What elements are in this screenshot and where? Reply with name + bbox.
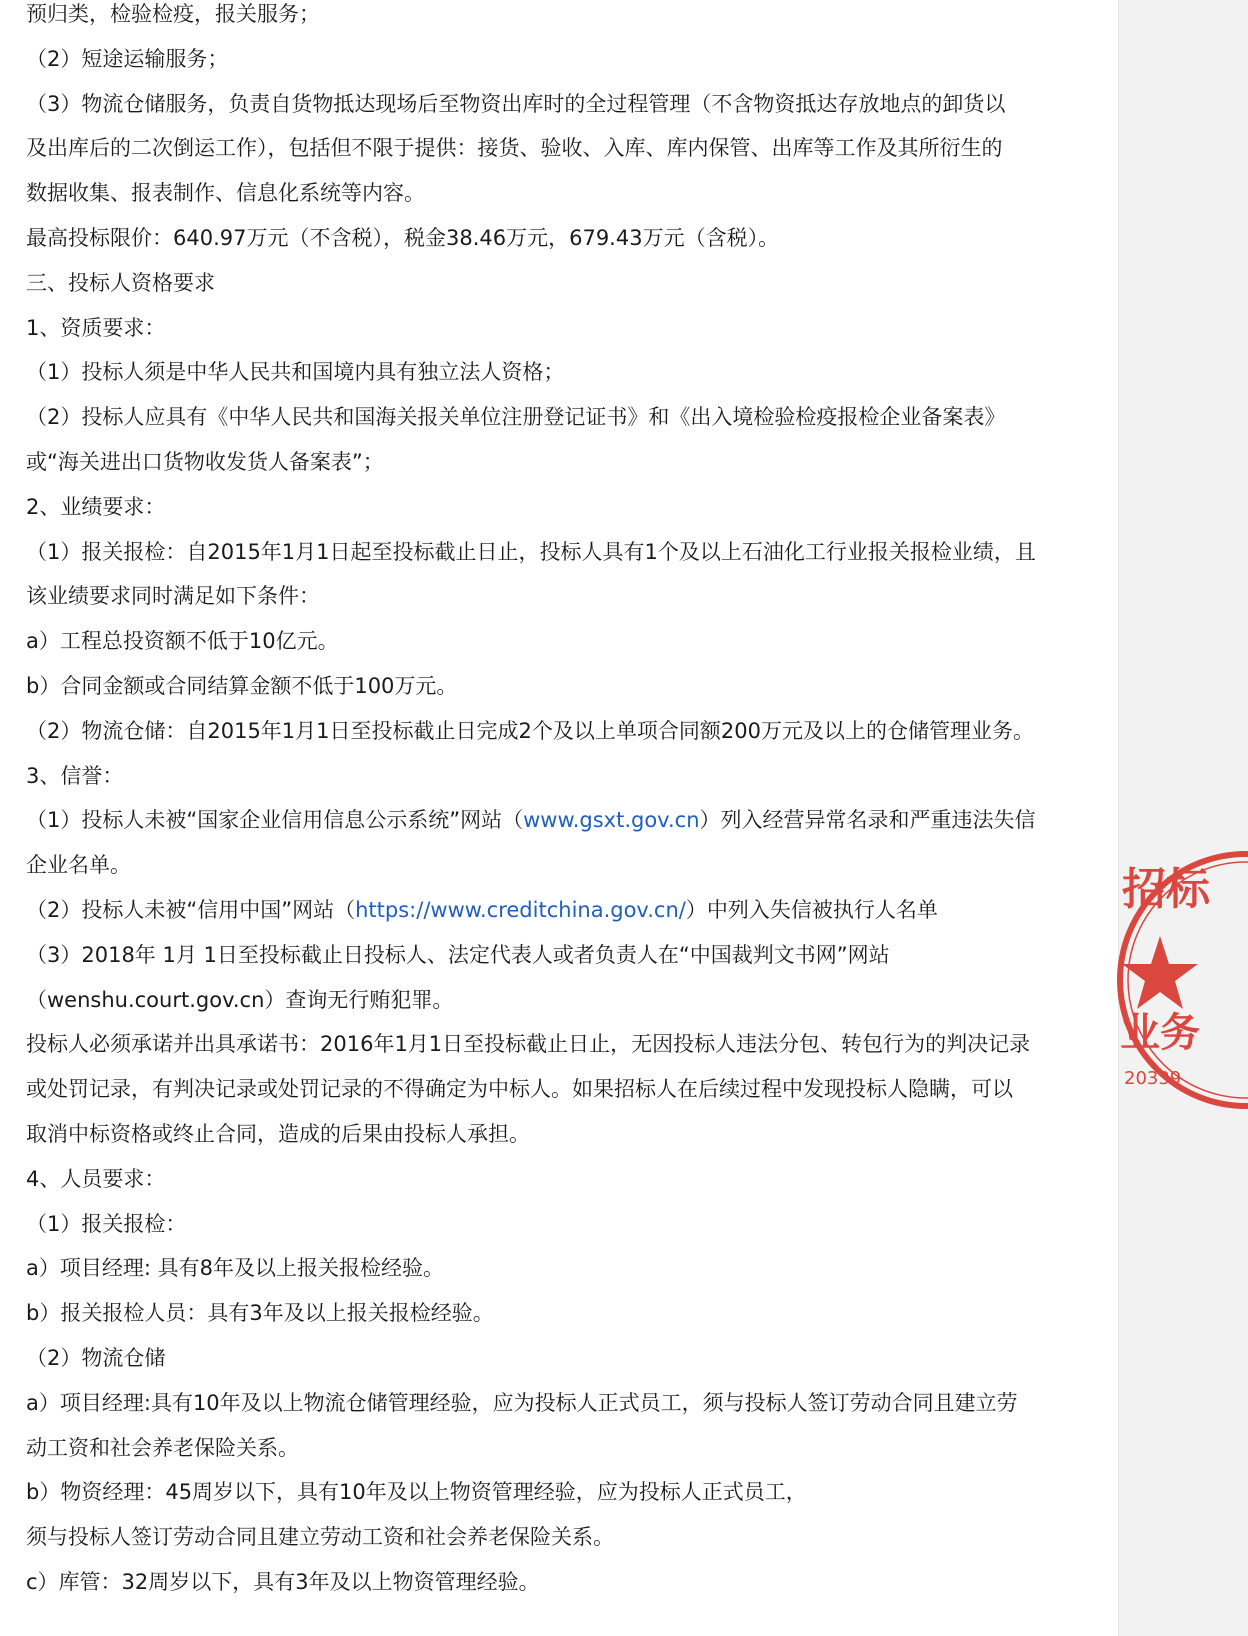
text-line: （2）投标人应具有《中华人民共和国海关报关单位注册登记证书》和《出入境检验检疫报检企业备案表》: [26, 405, 1006, 430]
text-line: （2）短途运输服务；: [26, 46, 229, 71]
credit-line-creditchina: [26, 888, 1116, 933]
text-line: b）合同金额或合同结算金额不低于100万元。: [26, 673, 458, 698]
price-line: 最高投标限价：640.97万元（不含税），税金38.46万元，679.43万元（含税）。: [26, 225, 780, 250]
text-line: （3）2018年 1月 1日至投标截止日投标人、法定代表人或者负责人在“中国裁判文书网”网站: [26, 942, 890, 967]
text-line: 预归类，检验检疫，报关服务；: [26, 2, 320, 26]
seal-stamp-icon: [1120, 846, 1248, 1114]
text-line: 投标人必须承诺并出具承诺书：2016年1月1日至投标截止日止，无因投标人违法分包、转包行为的判决记录: [26, 1032, 1031, 1057]
text-line: b）报关报检人员：具有3年及以上报关报检经验。: [26, 1301, 494, 1326]
text-line: （1）报关报检：自2015年1月1日起至投标截止日止，投标人具有1个及以上石油化工行业报关报检业绩，且: [26, 539, 1036, 564]
credit-text-after: ）中列入失信被执行人名单: [685, 897, 938, 922]
text-line: （1）报关报检：: [26, 1211, 187, 1236]
seal-text-top: 招标: [1122, 864, 1210, 915]
text-line: b）物资经理：45周岁以下，具有10年及以上物资管理经验，应为投标人正式员工，: [26, 1480, 807, 1505]
text-line: 企业名单。: [26, 853, 131, 878]
subsection-heading: 3、信誉：: [26, 763, 124, 788]
text-line: （3）物流仓储服务，负责自货物抵达现场后至物资出库时的全过程管理（不含物资抵达存放地点的卸货以: [26, 91, 1006, 116]
text-line: （wenshu.court.gov.cn）查询无行贿犯罪。: [26, 987, 454, 1012]
text-line: 该业绩要求同时满足如下条件：: [26, 584, 320, 609]
subsection-heading: 2、业绩要求：: [26, 494, 166, 519]
text-line: a）项目经理: 具有8年及以上报关报检经验。: [26, 1256, 444, 1281]
text-line: a）工程总投资额不低于10亿元。: [26, 629, 339, 654]
text-line: 及出库后的二次倒运工作），包括但不限于提供：接货、验收、入库、库内保管、出库等工作及其所衍生的: [26, 136, 1003, 161]
text-line: （2）物流仓储: [26, 1345, 166, 1370]
creditchina-link[interactable]: https://www.creditchina.gov.cn/: [355, 897, 686, 922]
seal-number: 20339: [1124, 1068, 1182, 1089]
text-line: 或“海关进出口货物收发货人备案表”；: [26, 449, 384, 474]
credit-line-gsxt: [26, 798, 1116, 843]
text-line: （1）投标人须是中华人民共和国境内具有独立法人资格；: [26, 360, 565, 385]
subsection-heading: 1、资质要求：: [26, 315, 166, 340]
text-line: 动工资和社会养老保险关系。: [26, 1435, 299, 1460]
credit-text-before: （2）投标人未被“信用中国”网站（: [26, 897, 356, 922]
text-line: 或处罚记录，有判决记录或处罚记录的不得确定为中标人。如果招标人在后续过程中发现投标人隐瞒，可以: [26, 1077, 1013, 1102]
text-line: 取消中标资格或终止合同，造成的后果由投标人承担。: [26, 1121, 530, 1146]
gsxt-link[interactable]: www.gsxt.gov.cn: [523, 808, 700, 833]
text-line: （2）物流仓储：自2015年1月1日至投标截止日完成2个及以上单项合同额200万元及以上的仓储管理业务。: [26, 718, 1034, 743]
text-line: a）项目经理:具有10年及以上物流仓储管理经验，应为投标人正式员工，须与投标人签订劳动合同且建立劳: [26, 1390, 1018, 1415]
text-line: 须与投标人签订劳动合同且建立劳动工资和社会养老保险关系。: [26, 1525, 614, 1550]
company-seal: [1120, 846, 1248, 1114]
section-heading: 三、投标人资格要求: [26, 270, 215, 295]
text-line: c）库管：32周岁以下，具有3年及以上物资管理经验。: [26, 1569, 540, 1594]
subsection-heading: 4、人员要求：: [26, 1166, 166, 1191]
credit-text-after: ）列入经营异常名录和严重违法失信: [699, 808, 1036, 833]
document-body: [26, 0, 1116, 1605]
text-line: 数据收集、报表制作、信息化系统等内容。: [26, 181, 425, 206]
seal-text-mid: 业务: [1120, 1009, 1200, 1056]
credit-text-before: （1）投标人未被“国家企业信用信息公示系统”网站（: [26, 808, 524, 833]
